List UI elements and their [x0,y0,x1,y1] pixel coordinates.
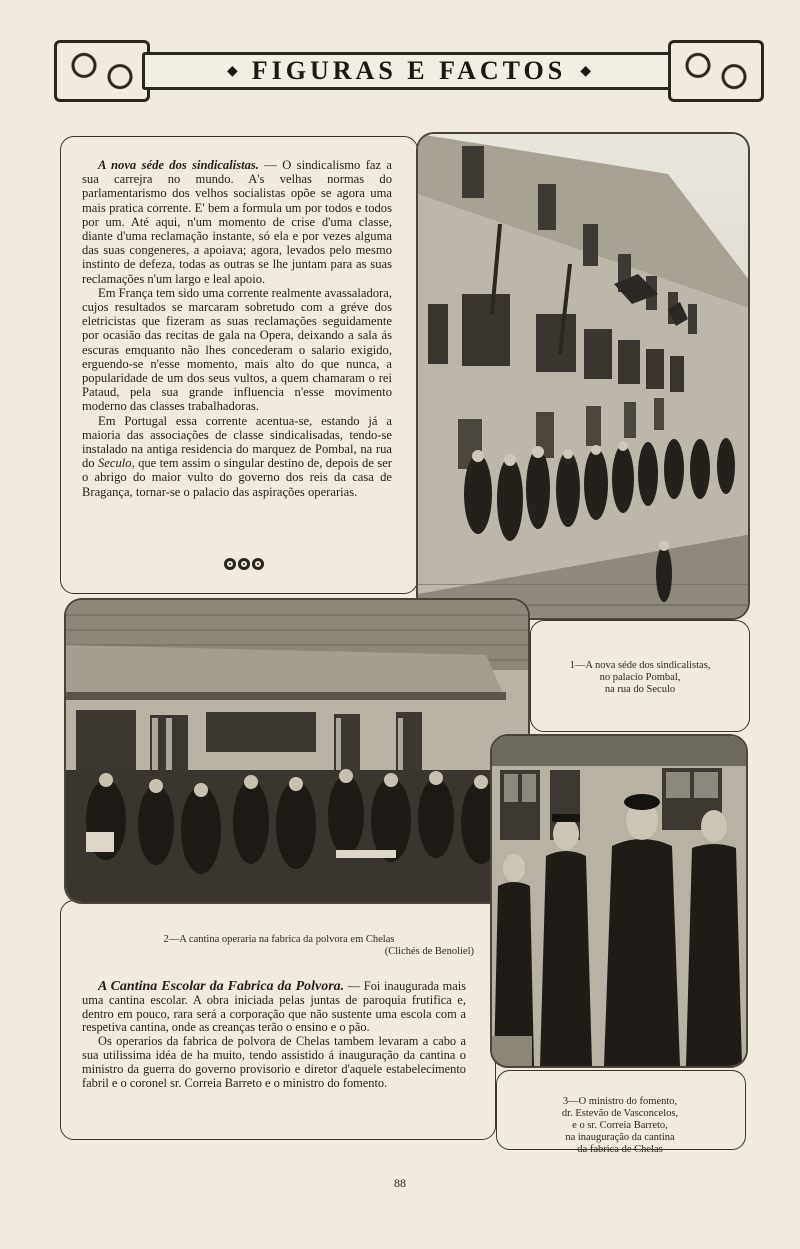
page-title: FIGURAS E FACTOS [251,56,567,85]
caption-3-line-3: e o sr. Correia Barreto, [572,1120,668,1131]
caption-2-line-2: (Clichés de Benoliel) [384,946,474,957]
caption-1-line-2: no palacio Pombal, [599,672,681,683]
caption-3-line-1: 3—O ministro do fomento, [562,1096,678,1107]
photo-sindicalistas-building [416,132,750,620]
dot-ornament-icon [224,558,236,570]
article-2-paragraph-1: Foi inaugurada mais uma cantina escolar. A obra iniciada pelas juntas de paroquia frutifica e, dentro em pouco, rara será a corporação que não sustente uma escola com a respetiva cantina, onde as creanças terão o ensino e o pão. [82,979,466,1035]
page-header [54,40,764,102]
caption-1-line-3: na rua do Seculo [604,684,676,695]
diamond-ornament-icon: ◆ [227,63,238,79]
section-divider-dots [224,558,264,570]
article-1-paragraph-1: O sindicalismo faz a sua carrejra no mundo. A's velhas normas do parlamentarismo dos velhos socialistas opõe se agora uma mais pratica corrente. E' bem a formula um por todos e todos por um. Até aqui, n'um momento de crise d'uma classe, diante d'uma reclamação instante, só ela e por vezes alguma das suas congeneres, a apoiava; agora, levados pelo mesmo instinto de defeza, todas as outras se lhe juntam para as suas reclamações n'um largo e leal apoio. [82,158,392,286]
article-1-title: A nova séde dos sindicalistas. [98,158,259,172]
caption-3 [510,1096,730,1156]
photo-cantina-illustration [66,600,530,904]
article-1-paragraph-2: Em França tem sido uma corrente realmente avassaladora, cujos resultados se marcaram sobretudo com a gréve dos eletricistas que fizeram as suas reclamações seguidamente por ocasião das recitas de gala na Opera, deixando a sala ás escuras emquanto não lhes concederam o salario exigido, erguendo-se n'esse momento, mais alto do que nunca, a popularidade de um dos seus vultos, a quem chamaram o rei Pataud, pela sua grande influencia n'esse movimento moderno das classes trabalhadoras. [82,285,392,414]
caption-2-line-1: 2—A cantina operaria na fabrica da polvora em Chelas [163,934,395,945]
article-1-paragraph-3a: Em Portugal essa corrente acentua-se, estando já a maioria das associações de classe sindicalisadas, tendo-se instalado na antiga residencia do marquez de Pombal, na rua do [82,413,392,471]
page-number: 88 [394,1176,406,1190]
caption-3-line-4: na inauguração da cantina [565,1132,675,1143]
header-band [142,52,676,90]
article-2-title: A Cantina Escolar da Fabrica da Polvora. [98,979,345,994]
photo-cantina-operaria [64,598,530,904]
article-cantina-escolar [82,980,466,1090]
dot-ornament-icon [252,558,264,570]
photo-ministro-illustration [492,736,748,1068]
article-1-dash: — [258,158,283,172]
article-1-seculo: Seculo [97,456,132,471]
caption-1-line-1: 1—A nova séde dos sindicalistas, [569,660,711,671]
caption-3-line-5: da fabrica de Chelas [577,1144,663,1155]
photo-sindicalistas-illustration [418,134,750,620]
diamond-ornament-icon: ◆ [580,63,591,79]
header-ornament-right [668,40,764,102]
caption-2 [84,934,474,958]
dot-ornament-icon [238,558,250,570]
article-2-paragraph-2: Os operarios da fabrica de polvora de Chelas tambem levaram a cabo a sua utilissima idéa de ha muito, tendo assistido á inauguração da cantina o ministro da guerra do governo provisorio e diretor d'aquele estabelecimento fabril e o coronel sr. Correia Barreto e o ministro do fomento. [82,1034,466,1090]
photo-ministro-fomento [490,734,748,1068]
article-1-paragraph-3b: , que tem assim o singular destino de, depois de ser o abrigo do maior vulto do governo dos reis da casa de Bragança, tornar-se o palacio das aspirações operarias. [82,456,393,499]
header-ornament-left [54,40,150,102]
article-sindicalistas [82,158,392,499]
article-2-dash: — [344,979,364,993]
caption-3-line-2: dr. Estevão de Vasconcelos, [561,1108,679,1119]
caption-1 [540,660,740,696]
